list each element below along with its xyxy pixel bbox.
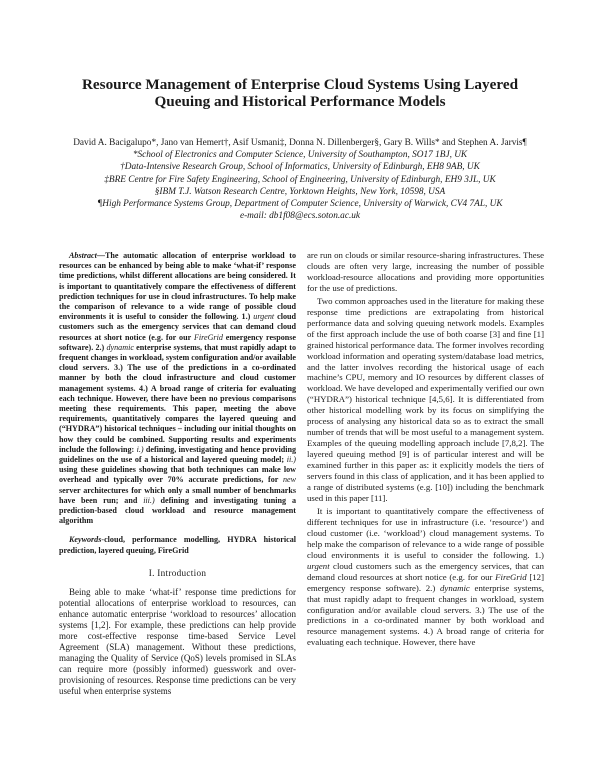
body-text: enterprise systems, that must rapidly adapt to frequent changes in workload, system configuration and/or available cloud servers. 3.) The use of the predictions in a co-ordinated manner by both workload and resource management systems. 4.) A broad range of criteria for evaluating each technique. However, there have [307,582,544,648]
right-column [307,250,544,648]
affiliation-edinburgh-informatics: †Data-Intensive Research Group, School of Informatics, University of Edinburgh, EH8 9AB, UK [120,162,480,173]
contact-email: e-mail: db1f08@ecs.soton.ac.uk [239,211,361,222]
abstract-emphasis: iii.) [143,495,155,505]
abstract-text: enterprise systems, that must rapidly adapt to frequent changes in workload, system configuration and/or available cloud servers. 3.) The use of the predictions in a co-ordinated manner by both the cloud infrastructure and cloud customer management systems. 4.) A broad range of criteria for evaluating each technique. However, there have been no previous comparisons meeting these requirements. This paper, meeting the above requirements, quantitatively compares the layered queuing and (“HYDRA”) historical techniques – including our initial thoughts on how they could be combined. Supporting results and experiments include the following: [59,342,296,454]
left-column [59,251,296,698]
body-paragraph: are run on clouds or similar resource-sharing infrastructures. These clouds are often very large, increasing the number of possible workload-resource allocations and providing more opportunities for the use of predictions. [307,250,544,293]
section-heading-introduction: I. Introduction [148,567,207,578]
abstract [59,251,296,526]
abstract-text: defining, investigating and hence providing guidelines on the use of a historical and layered queuing model; [59,444,297,465]
abstract-text: server architectures for which only a small number of benchmarks have been run; and [59,485,296,505]
abstract-emphasis: i.) [136,444,144,454]
affiliation-southampton: *School of Electronics and Computer Science, University of Southampton, SO17 1BJ, UK [132,150,468,161]
keywords [59,535,296,555]
affiliation-edinburgh-engineering: ‡BRE Centre for Fire Safety Engineering, School of Engineering, University of Edinburgh, EH9 3JL, UK [104,174,496,185]
abstract-emphasis: FireGrid [193,332,223,342]
abstract-emphasis: urgent [253,312,275,322]
introduction-paragraph: Being able to make ‘what-if’ response time predictions for potential allocations of enterprise workload to resources, can enhance automatic enterprise ‘workload to resources’ allocation systems [1,2]. For example, these predictions can help provide more cost-effective response time-based Service Level Agreement (SLA) management. Without these predictions, managing the Quality of Service (QoS) levels promised in SLAs can require more (possibly informed) guesswork and over-provisioning of resources. Response time predictions can be very useful when enterprise systems [59,586,296,697]
body-paragraph: Two common approaches used in the literature for making these response time predictions are extrapolating from historical performance data and solving queuing network models. Examples of the first approach include the use of both coarse [3] and fine [1] grained historical performance data. The former involves recording workload information and operating system/database load metrics, and the latter involves recording the historical usage of each machine’s CPU, memory and IO resources by different classes of workload. We have developed and experimentally verified our own (“HYDRA”) historical technique [4,5,6]. It is differentiated from other historical modelling work by its focus on simplifying the process of analysing any historical data so as to extract the small number of trends that will be most useful to a management system. Examples of the queuing modelling approach include [7,8,2]. The layered queuing method [9] is of particular interest and will be examined further in this paper as: it explicitly models the tiers of servers found in this class of application, and it has been applied to a range of distributed systems (e.g. [10]) including the benchmark used in this paper [11]. [307,295,544,503]
abstract-text: cloud customers such as the emergency services that can demand cloud resources at short notice (e.g. for our [59,312,296,342]
affiliation-ibm: §IBM T.J. Watson Research Centre, Yorktown Heights, New York, 10598, USA [154,186,446,197]
author-block [40,137,560,222]
abstract-emphasis: new [282,475,296,485]
abstract-text: —The automatic allocation of enterprise workload to resources can be enhanced by being able to make ‘what-if’ response time predictions, whilst different allocations are being considered. It is important to quantitatively compare the effectiveness of different prediction techniques for use in cloud infrastructures. To help make the comparison of relevance to a wide range of possible cloud environments it is useful to consider the following. 1.) [59,251,296,322]
keywords-text: cloud, performance modelling, HYDRA historical prediction, layered queuing, FireGrid [59,535,296,555]
abstract-emphasis: ii.) [286,455,296,465]
abstract-text: using these guidelines showing that both techniques can make low overhead and typically over 70% accurate predictions, for [59,465,296,485]
abstract-label: Abstract [69,251,97,260]
author-list: David A. Bacigalupo*, Jano van Hemert†, Asif Usmani‡, Donna N. Dillenberger§, Gary B. Wills* and Stephen A. Jarvis¶ [73,138,527,148]
body-paragraph [307,506,544,648]
abstract-text: defining and investigating tuning a prediction-based cloud workload and resource management algorithm [59,495,296,526]
body-text: It is important to quantitatively compare the effectiveness of different techniques for use in infrastructure (i.e. ‘resource’) and cloud customer (i.e. ‘workload’) cloud management systems. To help make the comparison of relevance to a wide range of possible cloud environments it is useful to consider the following. 1.) [307,505,544,560]
body-text: cloud customers such as the emergency services, that can demand cloud resources at short notice (e.g. for our [307,560,544,582]
body-emphasis: urgent [307,560,330,571]
body-emphasis: FireGrid [495,571,527,582]
body-emphasis: dynamic [440,582,470,593]
body-text: [12] emergency response software). 2.) [307,571,545,593]
affiliation-warwick: ¶High Performance Systems Group, Department of Computer Science, University of Warwick, CV4 7AL, UK [97,199,503,210]
abstract-text: emergency response software). 2.) [59,332,296,352]
paper-title: Resource Management of Enterprise Cloud Systems Using Layered Queuing and Historical Performance Models [81,76,519,110]
abstract-emphasis: dynamic [106,342,134,352]
keywords-label: Keywords- [69,535,105,545]
